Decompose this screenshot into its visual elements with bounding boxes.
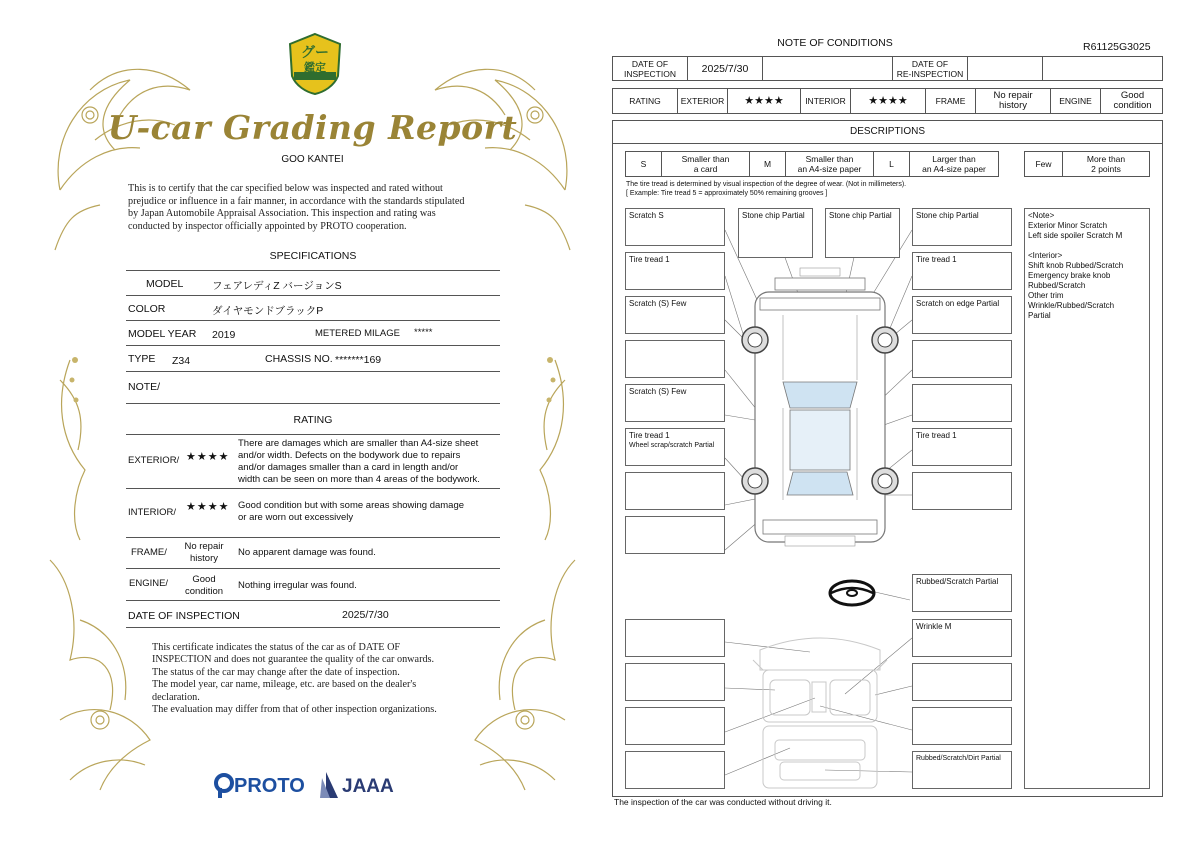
damage-note-box-empty: [625, 472, 725, 510]
damage-note-box-empty: [625, 619, 725, 657]
disclaimer-line: INSPECTION and does not guarantee the quality of the car onwards.: [152, 654, 435, 666]
interior-label: INTERIOR: [801, 89, 851, 113]
damage-note-box-empty: [912, 340, 1012, 378]
frame-value-line: history: [999, 100, 1027, 111]
engine-label: ENGINE/: [129, 578, 169, 589]
reinspection-label-line: DATE OF: [911, 58, 949, 69]
chassis-label: CHASSIS NO.: [265, 353, 333, 365]
legend-desc-line: More than: [1086, 154, 1126, 164]
car-top-view-icon: [742, 268, 898, 546]
model-value: フェアレディZ バージョンS: [212, 280, 342, 292]
damage-note-box-empty: [625, 340, 725, 378]
model-year-label: MODEL YEAR: [128, 328, 197, 340]
damage-note-box-empty: [625, 707, 725, 745]
frame-value-line: history: [190, 553, 218, 564]
interior-desc-line: Good condition but with some areas showing damage: [238, 500, 465, 511]
frame-value: [176, 541, 232, 565]
proto-logo-text: PROTO: [234, 775, 305, 797]
note-line: Other trim: [1028, 291, 1064, 300]
model-label: MODEL: [146, 278, 184, 290]
legend-desc-line: Larger than: [932, 154, 976, 164]
damage-note-box: Stone chip Partial: [738, 208, 813, 258]
note-line: Rubbed/Scratch: [1028, 281, 1086, 290]
legend-l: L: [874, 152, 910, 176]
metered-mileage-label: METERED MILAGE: [315, 328, 400, 339]
frame-label: FRAME: [926, 89, 976, 113]
divider: [126, 488, 500, 489]
engine-value-line: Good: [1120, 90, 1145, 101]
damage-note-box-empty: [625, 663, 725, 701]
interior-stars: ★★★★: [186, 501, 230, 513]
interior-stars: ★★★★: [851, 89, 926, 113]
color-value: ダイヤモンドブラックP: [212, 305, 324, 317]
certification-text: [128, 183, 500, 233]
model-year-value: 2019: [212, 329, 236, 341]
exterior-desc-line: width can be seen on more than 4 areas of the bodywork.: [238, 474, 480, 485]
damage-note-box-empty: [912, 384, 1012, 422]
inspection-date-value: 2025/7/30: [342, 609, 389, 621]
damage-note-box-empty: [625, 516, 725, 554]
damage-note-box: Tire tread 1: [912, 252, 1012, 290]
date-value: 2025/7/30: [688, 57, 763, 80]
proto-logo-icon: [216, 775, 305, 798]
disclaimer-line: declaration.: [152, 691, 200, 703]
damage-note-box: Stone chip Partial: [825, 208, 900, 258]
divider: [126, 371, 500, 372]
engine-value-line: condition: [1113, 100, 1152, 111]
badge-top-text: グー: [301, 45, 329, 61]
damage-note-box: [912, 751, 1012, 789]
exterior-desc-line: and/or damages smaller than a card in length and/or: [238, 462, 459, 473]
damage-note-box: [625, 428, 725, 466]
damage-note-box-empty: [625, 751, 725, 789]
divider: [126, 320, 500, 321]
note-title: NOTE OF CONDITIONS: [777, 37, 893, 49]
disclaimer-line: The status of the car may change after the date of inspection.: [152, 666, 400, 678]
note-line: Exterior Minor Scratch: [1028, 221, 1108, 230]
damage-note-box: Tire tread 1: [625, 252, 725, 290]
note-line: Wrinkle/Rubbed/Scratch: [1028, 301, 1115, 310]
report-subtitle: GOO KANTEI: [281, 154, 344, 165]
inspection-footer-note: The inspection of the car was conducted without driving it.: [614, 797, 832, 807]
date-label-line: DATE OF: [631, 58, 669, 69]
exterior-desc-line: and/or width. Defects on the bodywork due to repairs: [238, 450, 461, 461]
engine-label: ENGINE: [1051, 89, 1101, 113]
badge-bottom-text: 鑑定: [304, 61, 326, 74]
damage-note-box: Scratch S: [625, 208, 725, 246]
note-label: NOTE/: [128, 381, 161, 393]
rating-label: RATING: [613, 89, 678, 113]
note-line: Left side spoiler Scratch M: [1028, 231, 1123, 240]
car-interior-view-icon: [753, 638, 887, 788]
engine-value: [176, 574, 232, 598]
damage-note-box-empty: [912, 663, 1012, 701]
exterior-desc-line: There are damages which are smaller than A4-size sheet: [238, 438, 479, 449]
engine-description: Nothing irregular was found.: [238, 580, 357, 591]
legend-desc-line: Smaller than: [681, 154, 730, 164]
damage-note-box-empty: [912, 472, 1012, 510]
damage-note-box: Scratch (S) Few: [625, 384, 725, 422]
damage-note-box: Scratch on edge Partial: [912, 296, 1012, 334]
exterior-description: [238, 438, 480, 486]
legend-desc-line: an A4-size paper: [922, 164, 986, 174]
specifications-header: SPECIFICATIONS: [269, 250, 357, 262]
divider: [126, 568, 500, 569]
disclaimer-text: [152, 642, 502, 716]
cert-line: prejudice or influence in a fair manner, in accordance with the standards stipulated: [128, 195, 465, 207]
frame-description: No apparent damage was found.: [238, 547, 376, 558]
divider: [126, 537, 500, 538]
cert-line: conducted by inspector officially appointed by PROTO cooperation.: [128, 220, 407, 232]
goo-kantei-badge-icon: [288, 32, 342, 96]
jaaa-logo-text: JAAA: [342, 776, 394, 797]
note-of-conditions: [605, 30, 1170, 820]
report-id: R61125G3025: [1083, 41, 1151, 53]
legend-desc-line: an A4-size paper: [797, 164, 862, 174]
divider: [126, 295, 500, 296]
cert-line: by Japan Automobile Appraisal Association. This inspection and rating was: [128, 208, 436, 220]
type-value: Z34: [172, 355, 191, 367]
damage-note-box: Wrinkle M: [912, 619, 1012, 657]
exterior-label: EXTERIOR: [678, 89, 728, 113]
notes-panel: [1024, 208, 1150, 789]
damage-note-box: Rubbed/Scratch Partial: [912, 574, 1012, 612]
color-label: COLOR: [128, 303, 166, 315]
divider: [126, 270, 500, 271]
grading-report: [40, 20, 585, 830]
jaaa-logo-icon: [320, 772, 394, 798]
disclaimer-line: The model year, car name, mileage, etc. are based on the dealer's: [152, 679, 417, 691]
note-line: Shift knob Rubbed/Scratch: [1028, 261, 1124, 270]
note-spacer: [1028, 241, 1146, 251]
legend-s: S: [626, 152, 662, 176]
damage-note-line: Wheel scrap/scratch Partial: [629, 442, 715, 449]
disclaimer-line: This certificate indicates the status of the car as of DATE OF: [152, 642, 401, 653]
divider: [126, 403, 500, 404]
divider: [126, 434, 500, 435]
frame-label: FRAME/: [131, 547, 167, 558]
tire-note: The tire tread is determined by visual inspection of the degree of wear. (Not in millimeters).: [626, 181, 907, 188]
note-line: Partial: [1028, 311, 1051, 320]
engine-value-line: condition: [184, 586, 224, 597]
rating-header: RATING: [293, 414, 333, 426]
legend-m: M: [750, 152, 786, 176]
divider: [126, 627, 500, 628]
type-label: TYPE: [128, 353, 156, 365]
metered-mileage-value: *****: [414, 327, 433, 338]
damage-note-box: Tire tread 1: [912, 428, 1012, 466]
damage-note-box: Scratch (S) Few: [625, 296, 725, 334]
logos: [212, 768, 422, 802]
divider: [126, 600, 500, 601]
interior-description: [238, 500, 464, 524]
divider: [126, 345, 500, 346]
damage-note-line: Tire tread 1: [629, 431, 670, 440]
damage-note-line: Rubbed/Scratch/Dirt Partial: [916, 755, 1001, 762]
interior-label: INTERIOR/: [128, 507, 177, 518]
tire-example-note: [ Example: Tire tread 5 = approximately 50% remaining grooves ]: [626, 190, 828, 197]
steering-wheel-icon: [830, 581, 874, 605]
legend-desc-line: Smaller than: [805, 154, 854, 164]
damage-note-box-empty: [912, 707, 1012, 745]
chassis-value: *******169: [335, 354, 382, 366]
reinspection-label-line: RE-INSPECTION: [896, 68, 964, 79]
date-label-line: INSPECTION: [624, 68, 676, 79]
engine-value-line: Good: [192, 574, 216, 585]
inspection-date-label: DATE OF INSPECTION: [128, 610, 240, 622]
interior-desc-line: or are worn out excessively: [238, 512, 354, 523]
exterior-stars: ★★★★: [186, 451, 230, 463]
disclaimer-line: The evaluation may differ from that of other inspection organizations.: [152, 704, 437, 716]
exterior-stars: ★★★★: [728, 89, 801, 113]
descriptions-header: DESCRIPTIONS: [612, 120, 1163, 144]
damage-note-box: Stone chip Partial: [912, 208, 1012, 246]
frame-value-line: No repair: [184, 541, 224, 552]
exterior-label: EXTERIOR/: [128, 455, 180, 466]
report-title: U-car Grading Report: [107, 108, 518, 147]
legend-few: Few: [1025, 152, 1063, 176]
legend-desc-line: 2 points: [1091, 164, 1121, 174]
note-line: Emergency brake knob: [1028, 271, 1111, 280]
frame-value-line: No repair: [993, 90, 1033, 101]
cert-line: This is to certify that the car specified below was inspected and rated without: [128, 183, 443, 194]
note-line: <Interior>: [1028, 251, 1063, 260]
legend-desc-line: a card: [693, 164, 718, 174]
note-line: <Note>: [1028, 211, 1055, 220]
